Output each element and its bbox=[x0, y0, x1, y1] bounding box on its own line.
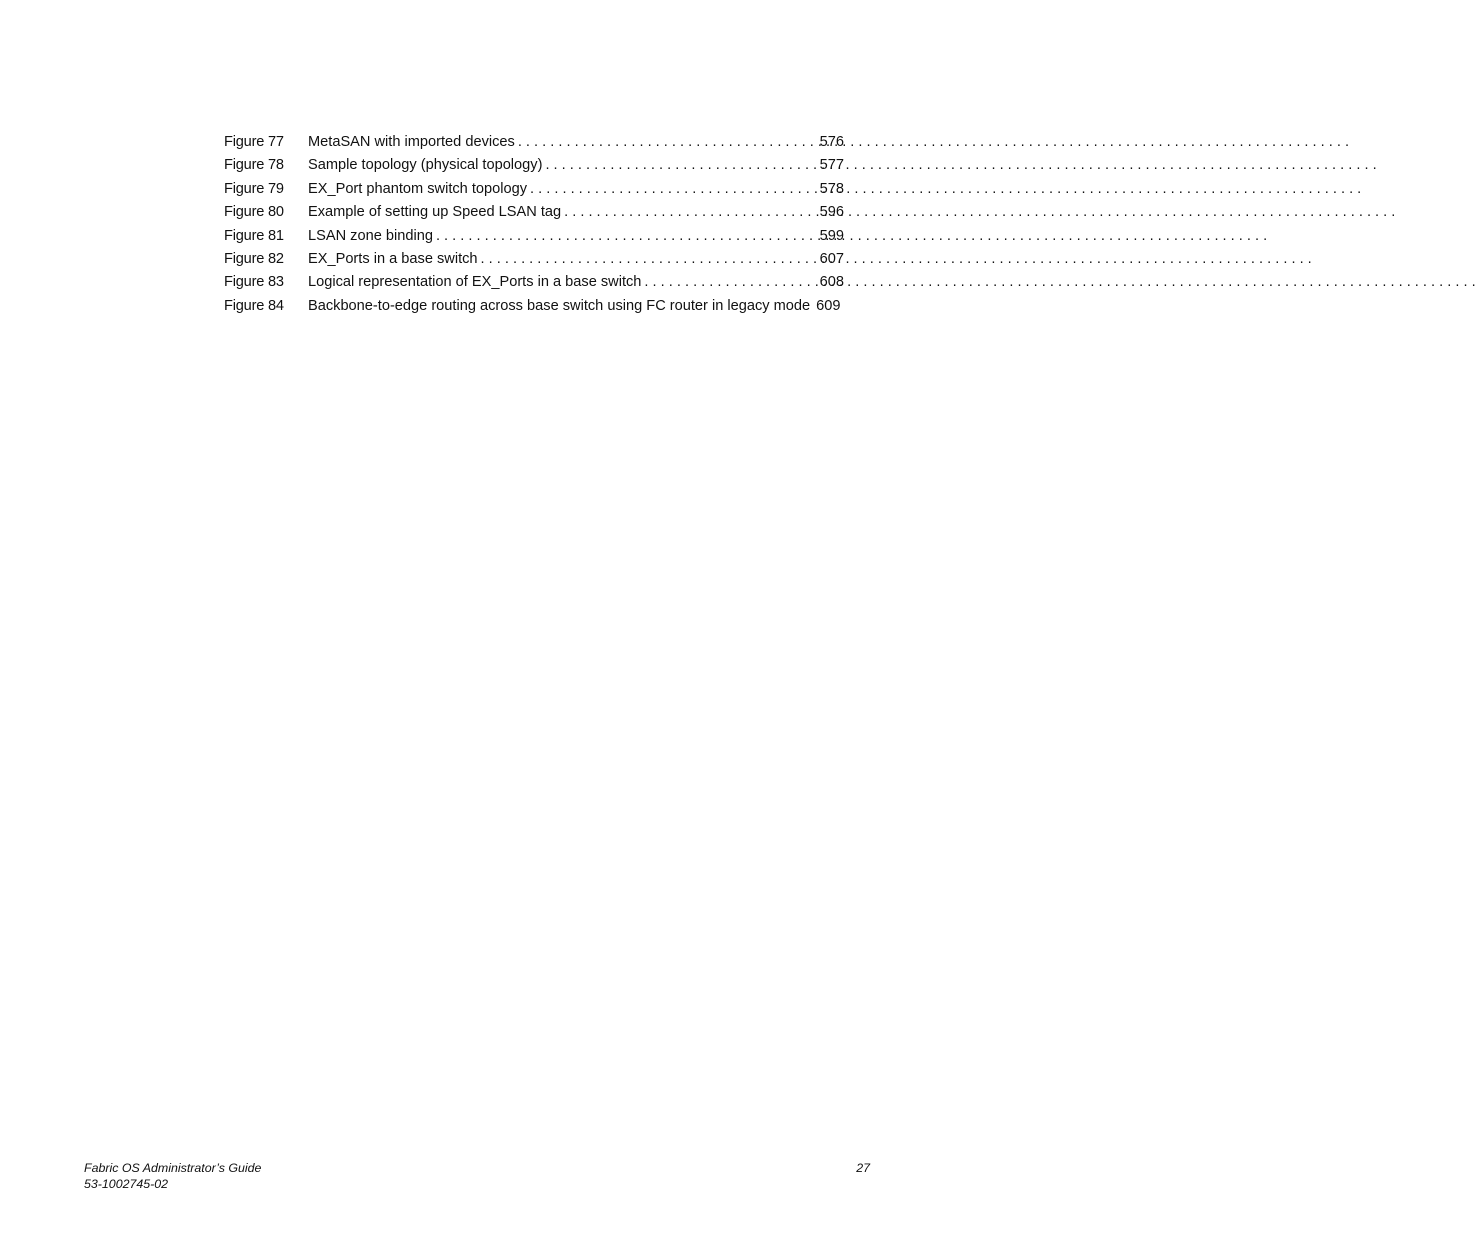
dot-leader bbox=[481, 251, 816, 267]
figure-page-number[interactable]: 599 bbox=[819, 227, 844, 244]
footer-page-number: 27 bbox=[856, 1161, 870, 1175]
toc-entry[interactable] bbox=[224, 298, 844, 321]
toc-entry[interactable] bbox=[224, 134, 844, 157]
figure-title[interactable]: EX_Ports in a base switch bbox=[308, 250, 478, 267]
list-of-figures bbox=[224, 134, 844, 321]
figure-title[interactable]: LSAN zone binding bbox=[308, 227, 433, 244]
toc-entry[interactable] bbox=[224, 157, 844, 180]
figure-title[interactable]: Backbone-to-edge routing across base switch using FC router in legacy mode bbox=[308, 297, 811, 314]
figure-label: Figure 79 bbox=[224, 180, 284, 197]
figure-label: Figure 82 bbox=[224, 250, 284, 267]
figure-title[interactable]: Logical representation of EX_Ports in a base switch bbox=[308, 274, 642, 291]
toc-entry[interactable] bbox=[224, 274, 844, 297]
figure-page-number[interactable]: 607 bbox=[819, 250, 844, 267]
figure-label: Figure 84 bbox=[224, 297, 284, 314]
footer-document-info bbox=[84, 1161, 261, 1192]
figure-label: Figure 78 bbox=[224, 157, 284, 174]
figure-title[interactable]: MetaSAN with imported devices bbox=[308, 134, 515, 150]
figure-page-number[interactable]: 608 bbox=[819, 274, 844, 291]
dot-leader bbox=[545, 157, 815, 173]
figure-page-number[interactable]: 576 bbox=[819, 134, 844, 150]
toc-entry[interactable] bbox=[224, 204, 844, 227]
dot-leader bbox=[644, 274, 815, 290]
footer-guide-title: Fabric OS Administrator’s Guide bbox=[84, 1161, 262, 1175]
figure-label: Figure 80 bbox=[224, 204, 284, 221]
dot-leader bbox=[564, 204, 816, 220]
figure-label: Figure 77 bbox=[224, 134, 284, 150]
dot-leader bbox=[530, 181, 816, 197]
footer-doc-number: 53-1002745-02 bbox=[84, 1176, 169, 1191]
figure-page-number[interactable]: 577 bbox=[819, 157, 844, 174]
figure-label: Figure 81 bbox=[224, 227, 284, 244]
figure-title[interactable]: Sample topology (physical topology) bbox=[308, 157, 543, 174]
figure-title[interactable]: EX_Port phantom switch topology bbox=[308, 180, 528, 197]
toc-entry[interactable] bbox=[224, 181, 844, 204]
figure-page-number[interactable]: 609 bbox=[816, 297, 841, 314]
figure-page-number[interactable]: 578 bbox=[819, 180, 844, 197]
toc-entry[interactable] bbox=[224, 228, 844, 251]
figure-label: Figure 83 bbox=[224, 274, 284, 291]
figure-page-number[interactable]: 596 bbox=[819, 204, 844, 221]
toc-entry[interactable] bbox=[224, 251, 844, 274]
dot-leader bbox=[518, 134, 816, 150]
figure-title[interactable]: Example of setting up Speed LSAN tag bbox=[308, 204, 562, 221]
dot-leader bbox=[436, 228, 816, 244]
